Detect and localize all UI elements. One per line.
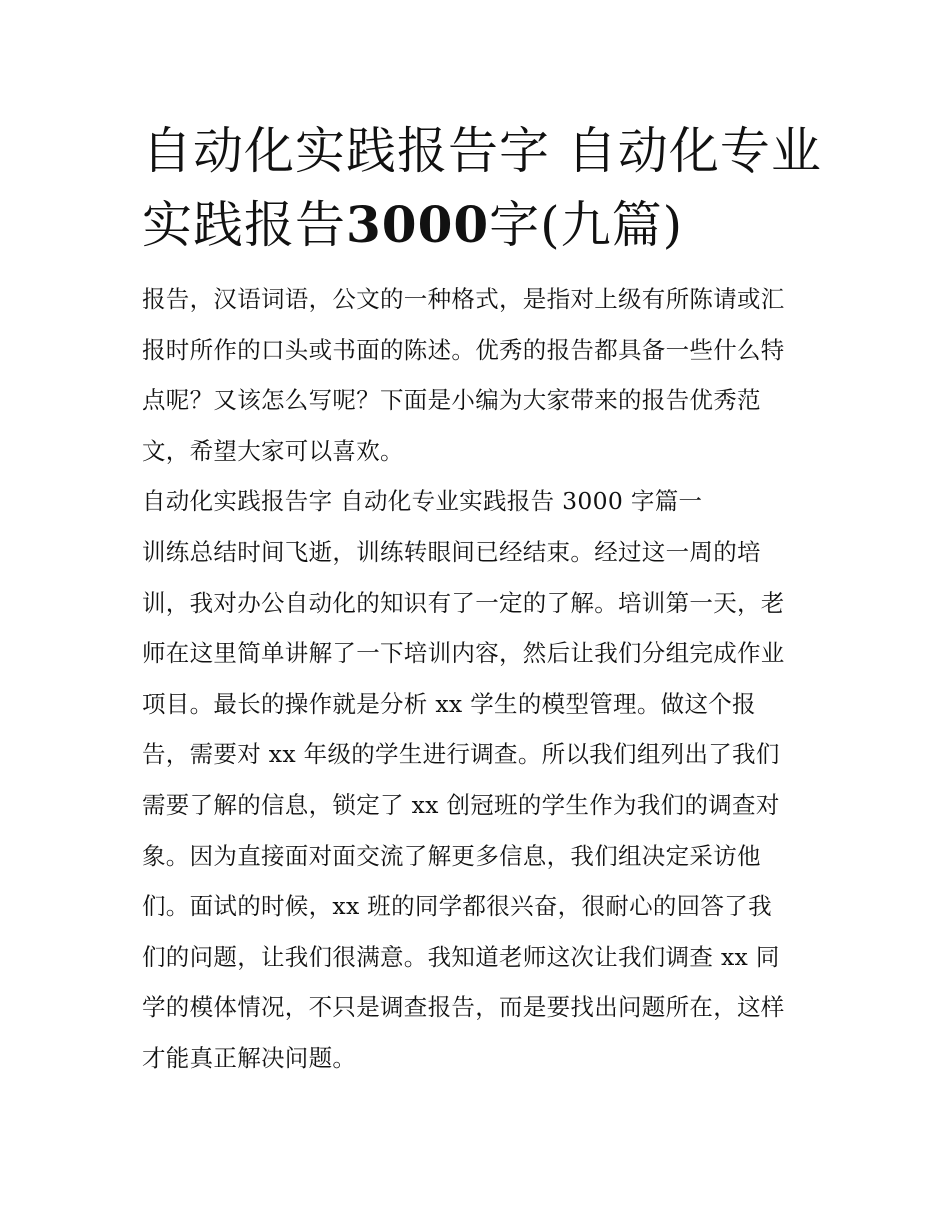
section-line: 训练总结时间飞逝，训练转眼间已经结束。经过这一周的培 bbox=[142, 537, 761, 566]
section-line: 象。因为直接面对面交流了解更多信息，我们组决定采访他 bbox=[142, 841, 761, 870]
section-heading-text: 自动化实践报告字 自动化专业实践报告 3000 字篇一 bbox=[142, 487, 703, 516]
section-line: 训，我对办公自动化的知识有了一定的了解。培训第一天，老 bbox=[142, 588, 785, 617]
section-paragraph bbox=[142, 527, 814, 1084]
section-heading bbox=[142, 476, 814, 527]
intro-line: 点呢？又该怎么写呢？下面是小编为大家带来的报告优秀范 bbox=[142, 386, 761, 415]
section-line: 告，需要对 xx 年级的学生进行调查。所以我们组列出了我们 bbox=[142, 740, 780, 769]
intro-line: 文，希望大家可以喜欢。 bbox=[142, 436, 404, 465]
title-line-1 bbox=[142, 114, 822, 188]
document-title bbox=[142, 114, 822, 262]
section-line: 学的模体情况，不只是调查报告，而是要找出问题所在，这样 bbox=[142, 993, 785, 1022]
title-line-1-text: 自动化实践报告字 自动化专业 bbox=[142, 122, 822, 180]
document-content bbox=[142, 114, 822, 1084]
title-line-2-number: 3000 bbox=[346, 195, 490, 254]
intro-line: 报告，汉语词语，公文的一种格式，是指对上级有所陈请或汇 bbox=[142, 285, 785, 313]
section-line: 们的问题，让我们很满意。我知道老师这次让我们调查 xx 同 bbox=[142, 942, 780, 971]
section-line: 项目。最长的操作就是分析 xx 学生的模型管理。做这个报 bbox=[142, 689, 756, 718]
title-line-2-text-b: 字(九篇) bbox=[489, 196, 684, 254]
intro-paragraph bbox=[142, 274, 814, 476]
title-line-2-text-a: 实践报告 bbox=[142, 196, 346, 254]
section-line: 需要了解的信息，锁定了 xx 创冠班的学生作为我们的调查对 bbox=[142, 790, 780, 819]
section-line: 们。面试的时候，xx 班的同学都很兴奋，很耐心的回答了我 bbox=[142, 892, 772, 921]
section-line: 师在这里简单讲解了一下培训内容，然后让我们分组完成作业 bbox=[142, 639, 785, 668]
section-line: 才能真正解决问题。 bbox=[142, 1043, 357, 1072]
intro-line: 报时所作的口头或书面的陈述。优秀的报告都具备一些什么特 bbox=[142, 335, 785, 364]
title-line-2 bbox=[142, 188, 814, 262]
